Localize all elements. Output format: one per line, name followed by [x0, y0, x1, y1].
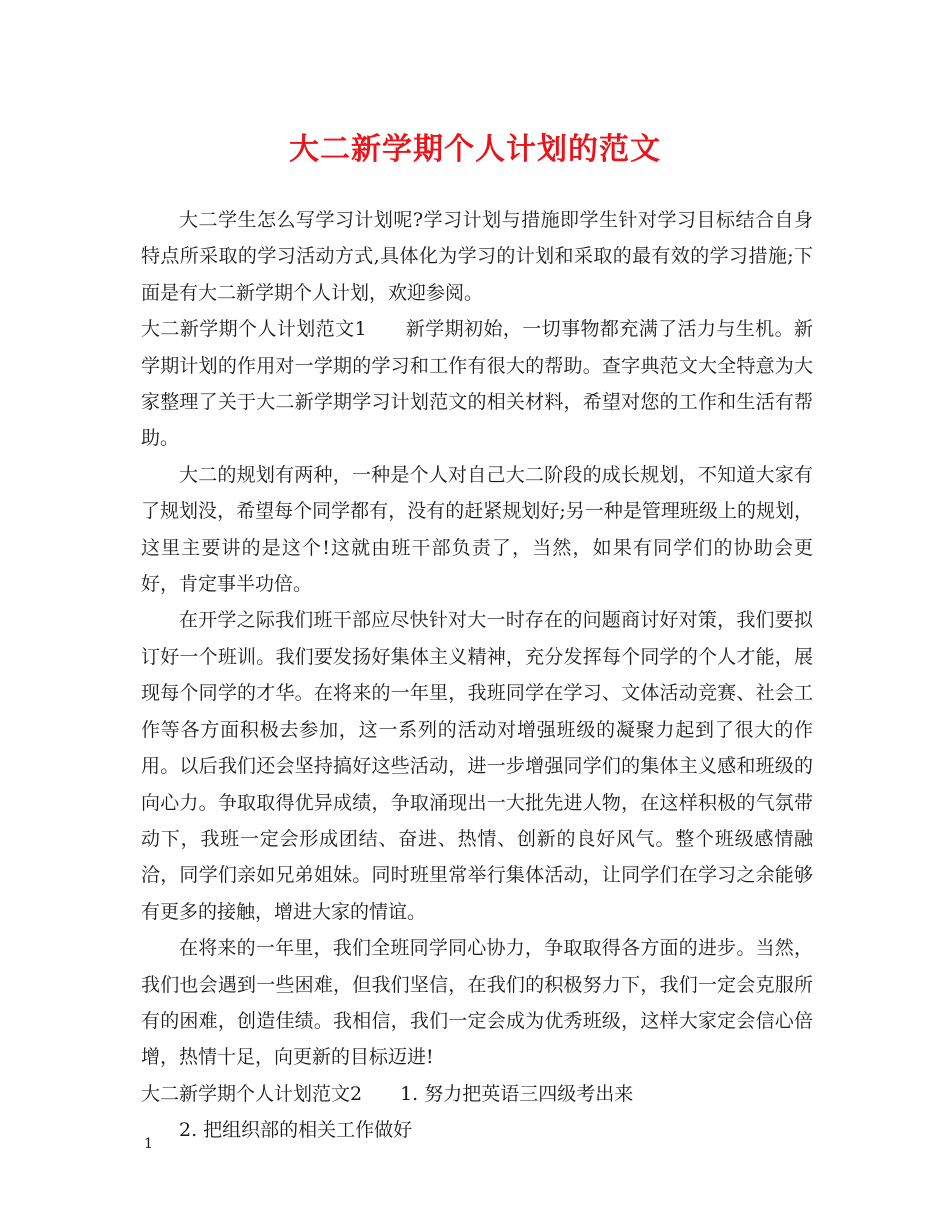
list-item-2: 2. 把组织部的相关工作做好 — [179, 1119, 413, 1142]
page-number: 1 — [144, 1136, 153, 1152]
sample-1-heading-paragraph: 大二新学期个人计划范文1 新学期初始，一切事物都充满了活力与生机。新学期计划的作用对一学期的学习和工作有很大的帮助。查字典范文大全特意为大家整理了关于大二新学期学习计划范文的相关材料，希望对您的工作和生活有帮助。 — [141, 318, 813, 450]
document-body — [141, 202, 813, 1149]
sample-2-heading-paragraph: 大二新学期个人计划范文2 1. 努力把英语三四级考出来 — [141, 1082, 634, 1105]
future-paragraph: 在将来的一年里，我们全班同学同心协力，争取取得各方面的进步。当然，我们也会遇到一些困难，但我们坚信，在我们的积极努力下，我们一定会克服所有的困难，创造佳绩。我相信，我们一定会成为优秀班级，这样大家定会信心倍增，热情十足，向更新的目标迈进! — [141, 937, 813, 1069]
planning-paragraph: 大二的规划有两种，一种是个人对自己大二阶段的成长规划，不知道大家有了规划没，希望每个同学都有，没有的赶紧规划好;另一种是管理班级上的规划，这里主要讲的是这个!这就由班干部负责了，当然，如果有同学们的协助会更好，肯定事半功倍。 — [141, 463, 813, 596]
document-title: 大二新学期个人计划的范文 — [289, 132, 661, 167]
intro-paragraph: 大二学生怎么写学习计划呢?学习计划与措施即学生针对学习目标结合自身特点所采取的学习活动方式,具体化为学习的计划和采取的最有效的学习措施;下面是有大二新学期个人计划，欢迎参阅。 — [141, 209, 813, 304]
class-goals-paragraph: 在开学之际我们班干部应尽快针对大一时存在的问题商讨好对策，我们要拟订好一个班训。我们要发扬好集体主义精神，充分发挥每个同学的个人才能，展现每个同学的才华。在将来的一年里，我班同学在学习、文体活动竞赛、社会工作等各方面积极去参加，这一系列的活动对增强班级的凝聚力起到了很大的作用。以后我们还会坚持搞好这些活动，进一步增强同学们的集体主义感和班级的向心力。争取取得优异成绩，争取涌现出一大批先进人物，在这样积极的气氛带动下，我班一定会形成团结、奋进、热情、创新的良好风气。整个班级感情融洽，同学们亲如兄弟姐妹。同时班里常举行集体活动，让同学们在学习之余能够有更多的接触，增进大家的情谊。 — [141, 609, 813, 923]
